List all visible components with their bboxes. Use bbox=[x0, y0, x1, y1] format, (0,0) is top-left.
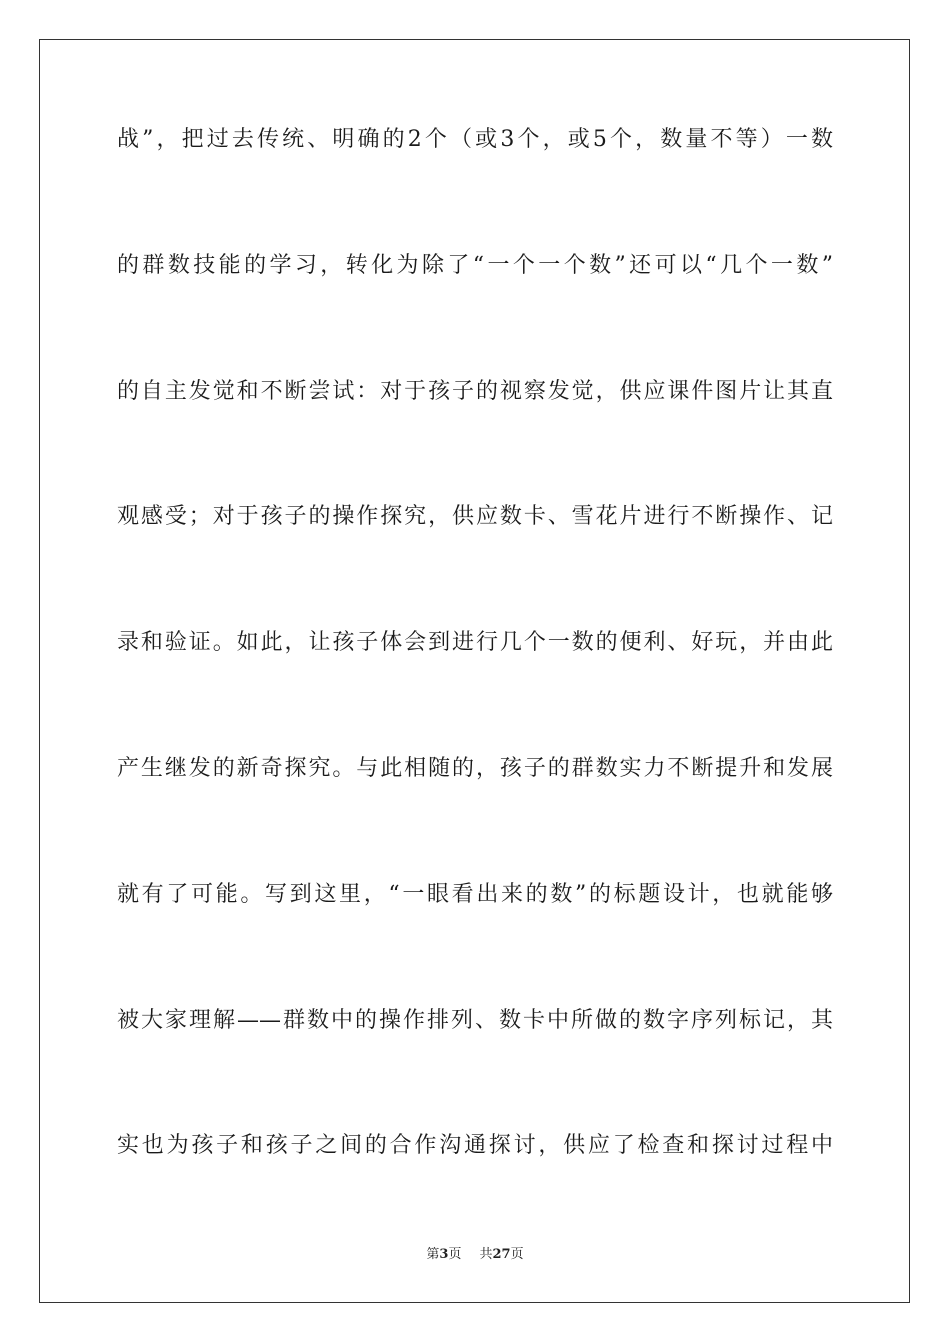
page-footer bbox=[0, 1246, 950, 1264]
document-body bbox=[117, 124, 833, 1256]
text-line-3: 的自主发觉和不断尝试：对于孩子的视察发觉，供应课件图片让其直 bbox=[117, 378, 833, 404]
total-pages: 27 bbox=[492, 1247, 511, 1262]
text-line-7: 就有了可能。写到这里，“一眼看出来的数”的标题设计，也就能够 bbox=[117, 881, 833, 907]
text-line-4: 观感受；对于孩子的操作探究，供应数卡、雪花片进行不断操作、记 bbox=[117, 504, 833, 530]
total-suffix: 页 bbox=[510, 1247, 524, 1262]
text-line-6: 产生继发的新奇探究。与此相随的，孩子的群数实力不断提升和发展 bbox=[117, 755, 833, 781]
text-line-5: 录和验证。如此，让孩子体会到进行几个一数的便利、好玩，并由此 bbox=[117, 630, 833, 656]
page-number: 3 bbox=[439, 1247, 449, 1262]
total-prefix: 共 bbox=[479, 1247, 493, 1262]
page-prefix: 第 bbox=[426, 1247, 440, 1262]
text-line-2: 的群数技能的学习，转化为除了“一个一个数”还可以“几个一数” bbox=[117, 252, 833, 278]
text-line-1: 战”，把过去传统、明确的2个（或3个，或5个，数量不等）一数 bbox=[117, 127, 833, 152]
text-line-9: 实也为孩子和孩子之间的合作沟通探讨，供应了检查和探讨过程中 bbox=[117, 1133, 833, 1159]
page-suffix: 页 bbox=[448, 1247, 462, 1262]
text-line-8: 被大家理解——群数中的操作排列、数卡中所做的数字序列标记，其 bbox=[117, 1007, 833, 1033]
